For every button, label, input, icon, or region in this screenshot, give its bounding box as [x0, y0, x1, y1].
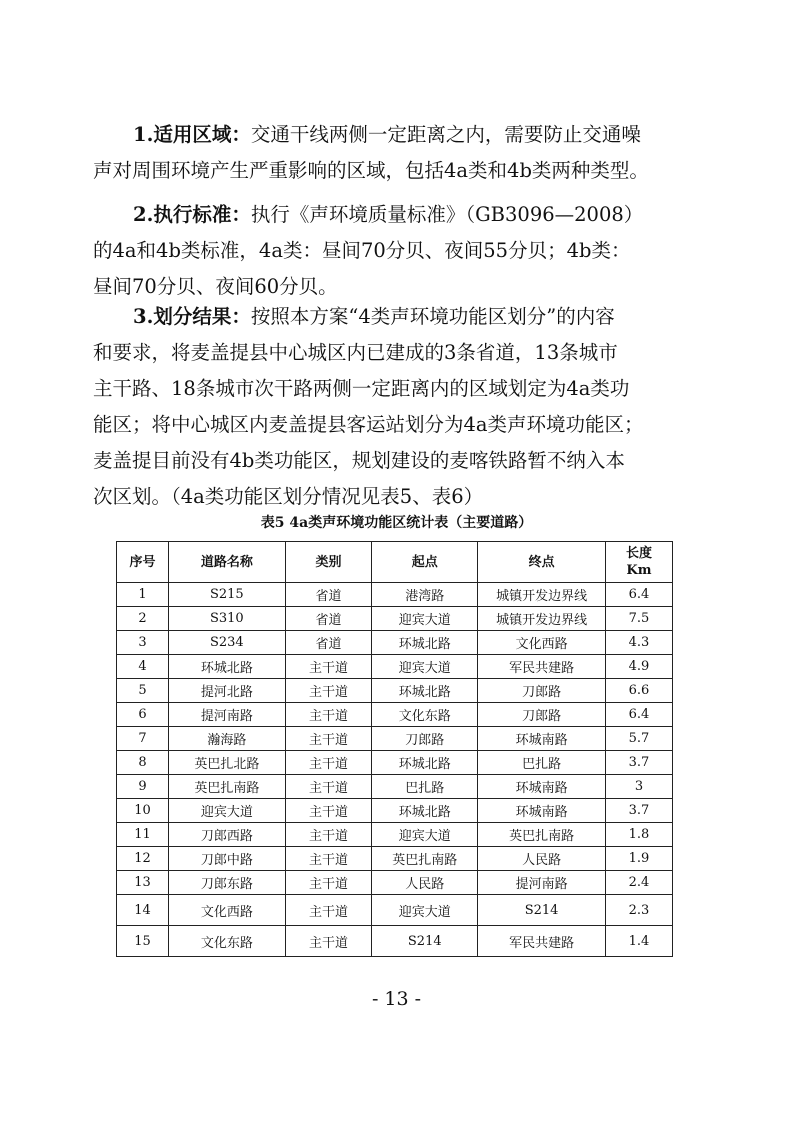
cell-index: 14	[117, 895, 169, 926]
cell-end: 军民共建路	[478, 655, 606, 679]
cell-category: 主干道	[285, 775, 372, 799]
cell-category: 主干道	[285, 847, 372, 871]
cell-category: 主干道	[285, 895, 372, 926]
cell-road-name: 瀚海路	[168, 727, 285, 751]
paragraph-lead: 3.划分结果：	[133, 305, 251, 328]
cell-length: 3.7	[605, 751, 672, 775]
header-start: 起点	[372, 542, 478, 583]
cell-length: 6.6	[605, 679, 672, 703]
paragraph-line: 昼间70分贝、夜间60分贝。	[93, 275, 338, 298]
table-row	[117, 727, 673, 751]
cell-length: 4.3	[605, 631, 672, 655]
cell-index: 1	[117, 583, 169, 607]
cell-length: 4.9	[605, 655, 672, 679]
cell-start: 环城北路	[372, 679, 478, 703]
table-row	[117, 799, 673, 823]
cell-end: S214	[478, 895, 606, 926]
cell-category: 主干道	[285, 703, 372, 727]
table-row	[117, 871, 673, 895]
paragraph-applicable-area	[93, 117, 693, 189]
cell-start: 迎宾大道	[372, 895, 478, 926]
paragraph-line	[93, 197, 693, 233]
cell-index: 2	[117, 607, 169, 631]
cell-start: 环城北路	[372, 751, 478, 775]
cell-road-name: S310	[168, 607, 285, 631]
table-caption: 表5 4a类声环境功能区统计表（主要道路）	[260, 515, 533, 531]
cell-length: 1.4	[605, 926, 672, 957]
cell-index: 9	[117, 775, 169, 799]
header-length-label: 长度	[625, 546, 652, 561]
cell-road-name: 文化西路	[168, 895, 285, 926]
paragraph-line: 声对周围环境产生严重影响的区域，包括4a类和4b类两种类型。	[93, 159, 649, 182]
cell-index: 15	[117, 926, 169, 957]
cell-category: 省道	[285, 631, 372, 655]
paragraph-lead: 1.适用区域：	[133, 123, 251, 146]
header-index: 序号	[117, 542, 169, 583]
cell-category: 省道	[285, 583, 372, 607]
cell-index: 11	[117, 823, 169, 847]
paragraph-line	[93, 117, 693, 153]
cell-length: 5.7	[605, 727, 672, 751]
paragraph-line: 次区划。（4a类功能区划分情况见表5、表6）	[93, 485, 484, 508]
table-row	[117, 703, 673, 727]
cell-end: 城镇开发边界线	[478, 607, 606, 631]
paragraph-line: 和要求，将麦盖提县中心城区内已建成的3条省道，13条城市	[93, 341, 618, 364]
paragraph-line: 能区；将中心城区内麦盖提县客运站划分为4a类声环境功能区；	[93, 413, 644, 436]
cell-end: 提河南路	[478, 871, 606, 895]
cell-category: 主干道	[285, 823, 372, 847]
cell-index: 13	[117, 871, 169, 895]
cell-road-name: 提河南路	[168, 703, 285, 727]
table-row	[117, 655, 673, 679]
cell-road-name: 环城北路	[168, 655, 285, 679]
paragraph-text: 交通干线两侧一定距离之内，需要防止交通噪	[250, 123, 641, 146]
paragraph-division-result	[93, 299, 693, 515]
table-row	[117, 926, 673, 957]
cell-end: 英巴扎南路	[478, 823, 606, 847]
cell-category: 主干道	[285, 727, 372, 751]
cell-road-name: 提河北路	[168, 679, 285, 703]
cell-length: 7.5	[605, 607, 672, 631]
cell-start: S214	[372, 926, 478, 957]
cell-end: 军民共建路	[478, 926, 606, 957]
cell-end: 刀郎路	[478, 679, 606, 703]
cell-index: 3	[117, 631, 169, 655]
cell-road-name: 英巴扎南路	[168, 775, 285, 799]
table-row	[117, 751, 673, 775]
cell-length: 1.9	[605, 847, 672, 871]
table-row	[117, 775, 673, 799]
cell-length: 3	[605, 775, 672, 799]
cell-end: 刀郎路	[478, 703, 606, 727]
paragraph-execution-standard	[93, 197, 693, 305]
table-row	[117, 679, 673, 703]
page-number: - 13 -	[371, 988, 422, 1010]
table-row	[117, 631, 673, 655]
paragraph-text: 执行《声环境质量标准》（GB3096—2008）	[250, 203, 644, 226]
cell-index: 8	[117, 751, 169, 775]
cell-start: 环城北路	[372, 631, 478, 655]
cell-length: 2.4	[605, 871, 672, 895]
road-zone-table	[116, 541, 673, 957]
cell-road-name: 刀郎东路	[168, 871, 285, 895]
cell-category: 主干道	[285, 799, 372, 823]
cell-length: 6.4	[605, 583, 672, 607]
cell-category: 主干道	[285, 871, 372, 895]
cell-category: 主干道	[285, 926, 372, 957]
cell-index: 4	[117, 655, 169, 679]
table-row	[117, 895, 673, 926]
cell-category: 主干道	[285, 679, 372, 703]
header-end: 终点	[478, 542, 606, 583]
cell-start: 环城北路	[372, 799, 478, 823]
paragraph-line: 麦盖提目前没有4b类功能区，规划建设的麦喀铁路暂不纳入本	[93, 449, 625, 472]
cell-length: 3.7	[605, 799, 672, 823]
cell-end: 人民路	[478, 847, 606, 871]
cell-category: 主干道	[285, 655, 372, 679]
cell-start: 迎宾大道	[372, 823, 478, 847]
table-row	[117, 823, 673, 847]
table-row	[117, 607, 673, 631]
cell-start: 巴扎路	[372, 775, 478, 799]
table-row	[117, 583, 673, 607]
cell-category: 主干道	[285, 751, 372, 775]
paragraph-text: 按照本方案“4类声环境功能区划分”的内容	[250, 305, 615, 328]
cell-index: 5	[117, 679, 169, 703]
cell-end: 环城南路	[478, 727, 606, 751]
cell-start: 港湾路	[372, 583, 478, 607]
cell-road-name: 英巴扎北路	[168, 751, 285, 775]
cell-road-name: 文化东路	[168, 926, 285, 957]
cell-index: 10	[117, 799, 169, 823]
header-category: 类别	[285, 542, 372, 583]
paragraph-line	[93, 299, 693, 335]
cell-road-name: S215	[168, 583, 285, 607]
cell-index: 6	[117, 703, 169, 727]
cell-end: 环城南路	[478, 799, 606, 823]
cell-category: 省道	[285, 607, 372, 631]
cell-start: 刀郎路	[372, 727, 478, 751]
cell-end: 环城南路	[478, 775, 606, 799]
cell-end: 巴扎路	[478, 751, 606, 775]
table-row	[117, 847, 673, 871]
paragraph-line: 主干路、18条城市次干路两侧一定距离内的区域划定为4a类功	[93, 377, 630, 400]
header-length	[605, 542, 672, 583]
cell-start: 英巴扎南路	[372, 847, 478, 871]
cell-start: 迎宾大道	[372, 607, 478, 631]
cell-length: 2.3	[605, 895, 672, 926]
cell-index: 7	[117, 727, 169, 751]
cell-road-name: 迎宾大道	[168, 799, 285, 823]
cell-length: 6.4	[605, 703, 672, 727]
cell-road-name: 刀郎中路	[168, 847, 285, 871]
cell-end: 城镇开发边界线	[478, 583, 606, 607]
paragraph-line: 的4a和4b类标准，4a类：昼间70分贝、夜间55分贝；4b类：	[93, 239, 631, 262]
cell-road-name: 刀郎西路	[168, 823, 285, 847]
cell-end: 文化西路	[478, 631, 606, 655]
cell-start: 文化东路	[372, 703, 478, 727]
table-header-row	[117, 542, 673, 583]
cell-index: 12	[117, 847, 169, 871]
cell-length: 1.8	[605, 823, 672, 847]
header-length-unit: Km	[626, 563, 652, 578]
paragraph-lead: 2.执行标准：	[133, 203, 251, 226]
cell-start: 人民路	[372, 871, 478, 895]
cell-start: 迎宾大道	[372, 655, 478, 679]
cell-road-name: S234	[168, 631, 285, 655]
table-body	[117, 583, 673, 957]
header-road-name: 道路名称	[168, 542, 285, 583]
